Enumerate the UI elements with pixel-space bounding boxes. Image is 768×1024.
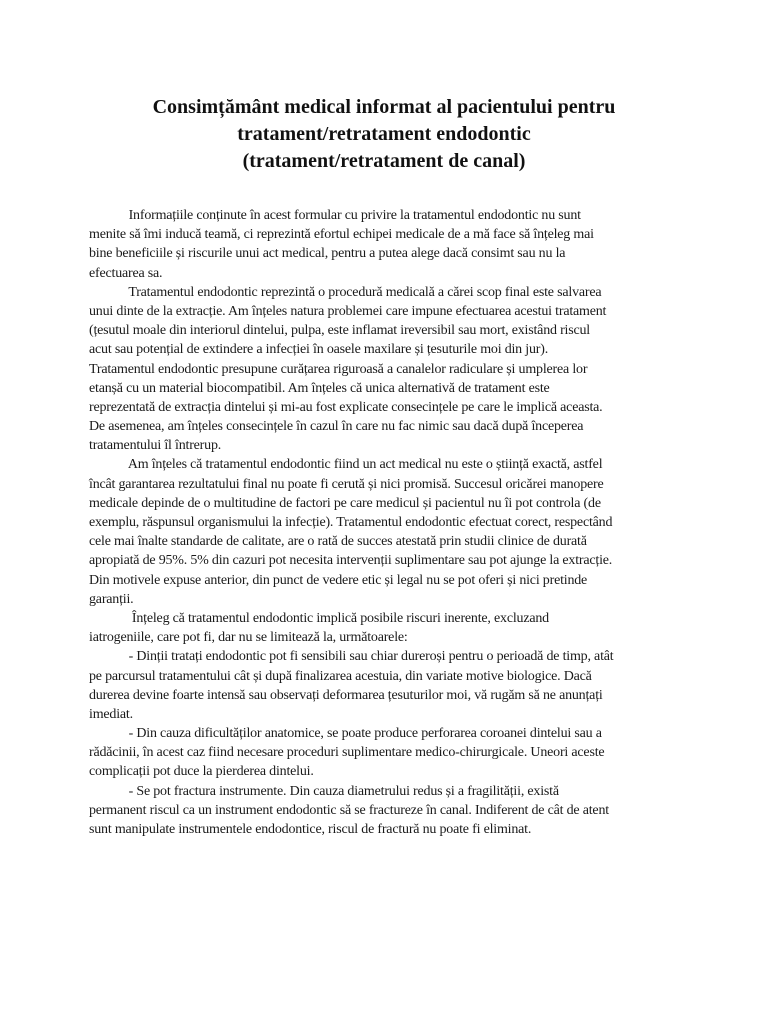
- body-line: - Din cauza dificultăților anatomice, se poate produce perforarea coroanei dintelui sau a: [89, 726, 602, 742]
- body-line: durerea devine foarte intensă sau observați deformarea țesuturilor moi, vă rugăm să ne anunțați: [89, 687, 603, 703]
- body-line: bine beneficiile și riscurile unui act medical, pentru a putea alege dacă consimt sau nu la: [89, 246, 566, 262]
- body-line: - Dinții tratați endodontic pot fi sensibili sau chiar dureroși pentru o perioadă de timp, atât: [89, 649, 614, 665]
- title-line-3: (tratament/retratament de canal): [242, 150, 526, 172]
- body-line: (țesutul moale din interiorul dintelui, pulpa, este inflamat ireversibil sau mort, existând riscul: [89, 323, 590, 339]
- body-line: - Se pot fractura instrumente. Din cauza diametrului redus și a fragilității, există: [89, 783, 559, 799]
- body-line: exemplu, răspunsul organismului la infecție). Tratamentul endodontic efectuat corect, respectând: [89, 515, 613, 530]
- document-title: [0, 94, 768, 175]
- body-line: acut sau potențial de extindere a infecției în oasele maxilare și țesuturile moi din jur).: [89, 342, 548, 358]
- body-line: rădăcinii, în acest caz fiind necesare proceduri suplimentare medico-chirurgicale. Uneori aceste: [89, 745, 605, 761]
- body-line: pe parcursul tratamentului cât și după finalizarea acestuia, din variate motive biologice. Dacă: [89, 668, 592, 684]
- body-line: cele mai înalte standarde de calitate, are o rată de succes atestată prin studii clinice de durată: [89, 534, 587, 550]
- body-line: permanent riscul ca un instrument endodontic să se fractureze în canal. Indiferent de cât de atent: [89, 802, 609, 818]
- body-line: Înțeleg că tratamentul endodontic implică posibile riscuri inerente, excluzand: [89, 610, 549, 626]
- body-line: tratamentului îl întrerup.: [89, 438, 222, 454]
- body-line: complicații pot duce la pierderea dintelui.: [89, 764, 314, 780]
- body-line: sunt manipulate instrumentele endodontice, riscul de fractură nu poate fi eliminat.: [89, 822, 532, 837]
- body-line: medicale depinde de o multitudine de factori pe care medicul și pacientul nu îi pot controla (de: [89, 495, 601, 511]
- body-line: unui dinte de la extracție. Am înțeles natura problemei care impune efectuarea acestui tratament: [89, 303, 607, 319]
- body-line: Tratamentul endodontic presupune curățarea riguroasă a canalelor radiculare și umplerea lor: [89, 361, 588, 377]
- title-line-2: tratament/retratament endodontic: [237, 123, 531, 145]
- body-line: garanții.: [89, 591, 134, 607]
- body-line: Am înțeles că tratamentul endodontic fiind un act medical nu este o știință exactă, astfel: [89, 457, 603, 473]
- body-line: menite să îmi inducă teamă, ci reprezintă efortul echipei medicale de a mă face să înțeleg mai: [89, 227, 594, 243]
- title-line-1: Consimțământ medical informat al pacientului pentru: [152, 96, 616, 118]
- body-line: efectuarea sa.: [89, 265, 163, 281]
- body-line: imediat.: [89, 706, 133, 722]
- body-line: Informațiile conținute în acest formular cu privire la tratamentul endodontic nu sunt: [89, 208, 581, 223]
- body-line: etanșă cu un material biocompatibil. Am înțeles că unica alternativă de tratament este: [89, 380, 550, 396]
- body-line: iatrogeniile, care pot fi, dar nu se limitează la, următoarele:: [89, 630, 408, 646]
- body-line: apropiată de 95%. 5% din cazuri pot necesita intervenții suplimentare sau pot ajunge la extracție.: [89, 553, 613, 569]
- body-line: Din motivele expuse anterior, din punct de vedere etic și legal nu se pot oferi și nici pretinde: [89, 572, 588, 588]
- body-line: încât garantarea rezultatului final nu poate fi cerută și nici promisă. Succesul oricărei manopere: [89, 476, 604, 492]
- body-line: Tratamentul endodontic reprezintă o procedură medicală a cărei scop final este salvarea: [89, 284, 602, 300]
- document-body: [89, 206, 689, 839]
- body-line: reprezentată de extracția dintelui și mi-au fost explicate consecințele pe care le implică aceasta.: [89, 399, 603, 415]
- body-line: De asemenea, am înțeles consecințele în cazul în care nu fac nimic sau dacă după începerea: [89, 419, 584, 435]
